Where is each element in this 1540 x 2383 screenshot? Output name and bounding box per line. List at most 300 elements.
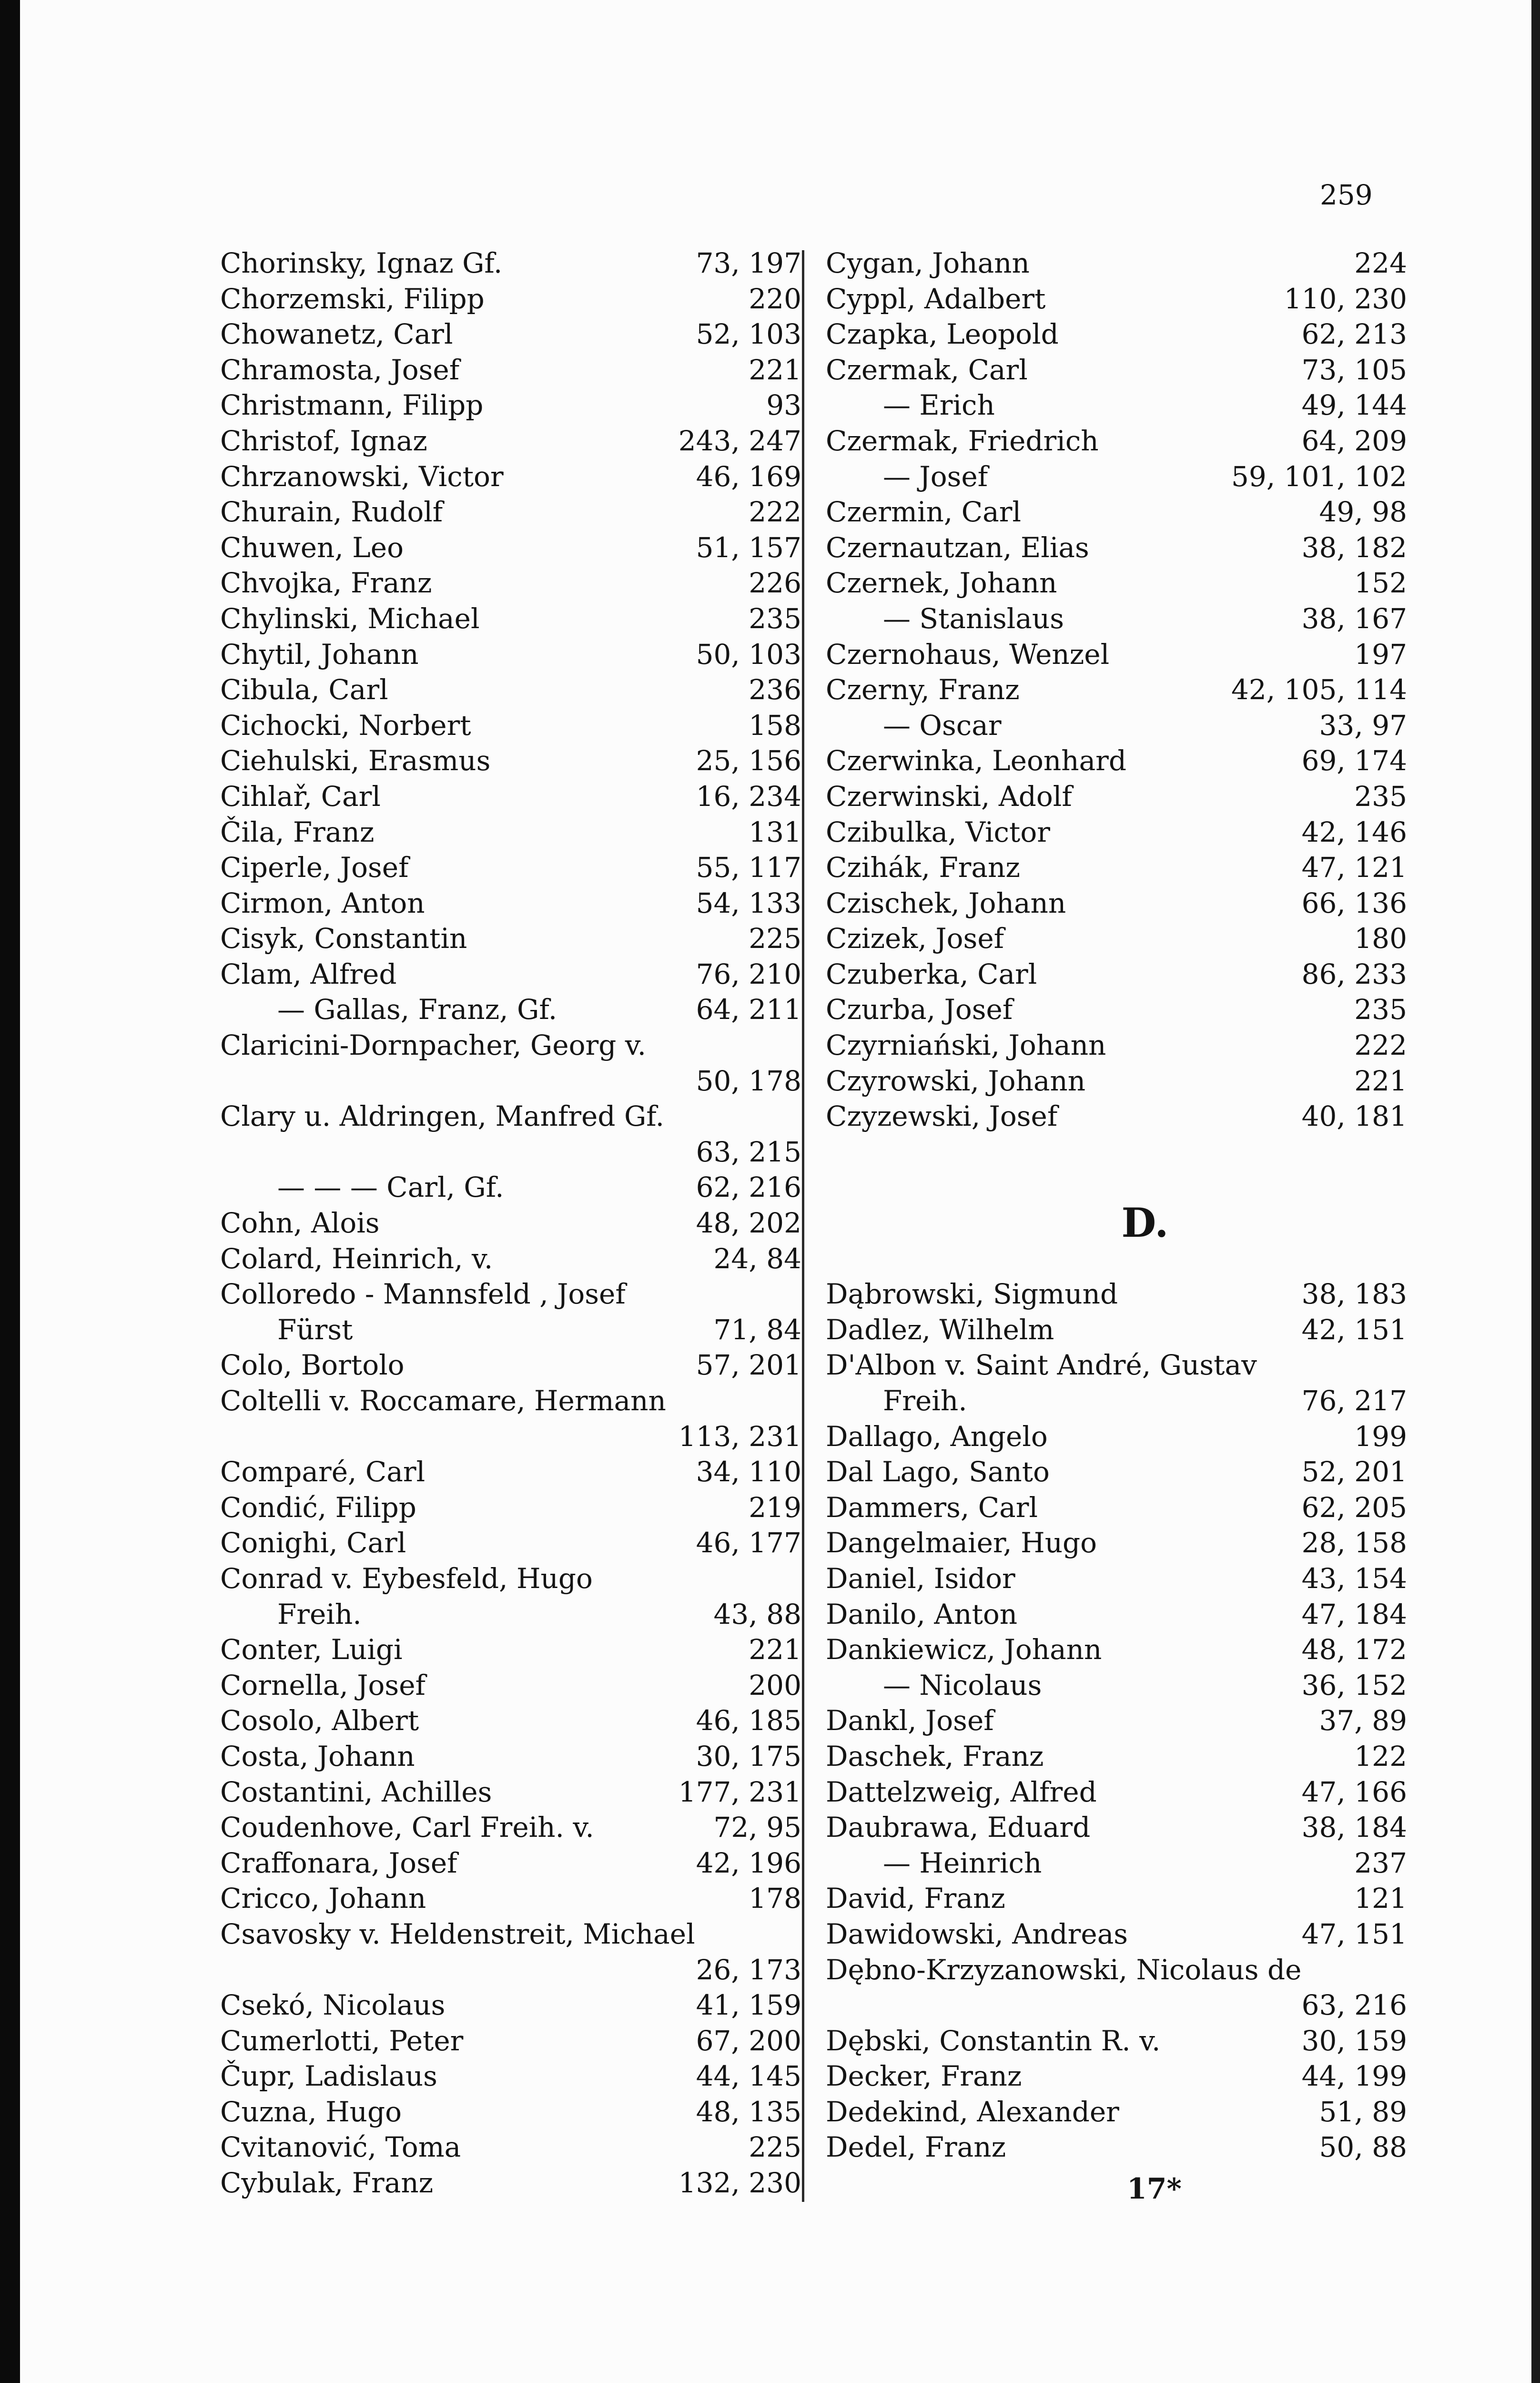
index-entry xyxy=(826,2058,1407,2094)
entry-pages: 113, 231 xyxy=(678,1420,801,1453)
index-entry xyxy=(826,1347,1407,1383)
index-entry xyxy=(220,494,801,530)
entry-pages: 62, 213 xyxy=(1301,318,1407,351)
entry-pages: 197 xyxy=(1354,638,1407,671)
index-entry xyxy=(826,1312,1407,1348)
entry-name: Costantini, Achilles xyxy=(220,1775,492,1808)
entry-name: Freih. xyxy=(883,1385,967,1417)
entry-name: Csekó, Nicolaus xyxy=(220,1989,446,2022)
entry-pages: 57, 201 xyxy=(696,1349,801,1382)
entry-name: Cygan, Johann xyxy=(826,247,1030,279)
sheet-signature: 17* xyxy=(1127,2172,1182,2206)
index-entry xyxy=(220,2058,801,2094)
page-number: 259 xyxy=(1320,179,1373,211)
entry-name: Chowanetz, Carl xyxy=(220,318,453,351)
index-entry xyxy=(220,779,801,815)
index-entry xyxy=(220,1099,801,1134)
entry-name: Čupr, Ladislaus xyxy=(220,2060,437,2093)
entry-name: Cyppl, Adalbert xyxy=(826,282,1046,315)
entry-pages: 76, 210 xyxy=(696,957,801,990)
index-entry xyxy=(826,281,1407,317)
index-entry xyxy=(220,1952,801,1988)
entry-name: Daniel, Isidor xyxy=(826,1562,1015,1595)
entry-name: — Oscar xyxy=(883,709,1002,742)
entry-pages: 46, 169 xyxy=(696,460,801,493)
index-entry xyxy=(826,423,1407,459)
index-entry xyxy=(826,957,1407,992)
entry-name: Ciperle, Josef xyxy=(220,851,409,884)
entry-name: Craffonara, Josef xyxy=(220,1846,457,1879)
section-heading-d: D. xyxy=(1121,1199,1169,1247)
index-entry xyxy=(220,2165,801,2201)
index-entry xyxy=(220,1632,801,1668)
entry-pages: 28, 158 xyxy=(1301,1527,1407,1559)
entry-pages: 235 xyxy=(749,602,801,635)
index-entry xyxy=(220,2023,801,2059)
column-divider xyxy=(802,250,804,2202)
entry-pages: 180 xyxy=(1354,922,1407,955)
entry-pages: 38, 184 xyxy=(1301,1811,1407,1844)
entry-pages: 44, 145 xyxy=(696,2060,801,2093)
index-entry xyxy=(826,601,1407,637)
index-entry xyxy=(826,743,1407,779)
index-entry xyxy=(220,2129,801,2165)
index-entry xyxy=(220,1028,801,1063)
index-entry xyxy=(220,672,801,708)
entry-name: Czyrowski, Johann xyxy=(826,1064,1086,1097)
entry-pages: 38, 182 xyxy=(1301,531,1407,564)
entry-name: Chrzanowski, Victor xyxy=(220,460,504,493)
index-entry xyxy=(220,1525,801,1561)
entry-name: Churain, Rudolf xyxy=(220,496,443,529)
index-entry xyxy=(220,1774,801,1810)
entry-pages: 42, 146 xyxy=(1301,815,1407,848)
entry-name: Chramosta, Josef xyxy=(220,353,460,386)
right-column xyxy=(826,245,1407,2165)
entry-name: Dębski, Constantin R. v. xyxy=(826,2024,1161,2057)
entry-pages: 199 xyxy=(1354,1420,1407,1453)
entry-pages: 47, 121 xyxy=(1301,851,1407,884)
entry-pages: 66, 136 xyxy=(1301,886,1407,919)
entry-name: Czyzewski, Josef xyxy=(826,1100,1058,1133)
index-entry xyxy=(220,1276,801,1312)
entry-name: Czischek, Johann xyxy=(826,886,1066,919)
scan-border-left xyxy=(0,0,20,2383)
index-entry xyxy=(220,1703,801,1739)
entry-name: Czerny, Franz xyxy=(826,673,1020,706)
index-entry xyxy=(826,1525,1407,1561)
entry-pages: 132, 230 xyxy=(678,2167,801,2200)
entry-pages: 200 xyxy=(749,1669,801,1701)
index-entry xyxy=(220,1845,801,1881)
entry-pages: 51, 157 xyxy=(696,531,801,564)
index-entry xyxy=(826,494,1407,530)
entry-name: Clary u. Aldringen, Manfred Gf. xyxy=(220,1100,665,1133)
entry-pages: 67, 200 xyxy=(696,2024,801,2057)
entry-pages: 38, 167 xyxy=(1301,602,1407,635)
index-entry xyxy=(826,387,1407,423)
index-entry xyxy=(220,1916,801,1952)
entry-pages: 86, 233 xyxy=(1301,957,1407,990)
index-entry xyxy=(826,1774,1407,1810)
entry-name: Decker, Franz xyxy=(826,2060,1022,2093)
entry-name: Czapka, Leopold xyxy=(826,318,1059,351)
entry-name: Colloredo - Mannsfeld , Josef xyxy=(220,1278,626,1311)
entry-name: David, Franz xyxy=(826,1882,1005,1915)
scan-border-right xyxy=(1531,0,1540,2383)
entry-pages: 26, 173 xyxy=(696,1953,801,1986)
entry-pages: 64, 209 xyxy=(1301,424,1407,457)
entry-pages: 178 xyxy=(749,1882,801,1915)
entry-pages: 48, 202 xyxy=(696,1207,801,1240)
entry-pages: 51, 89 xyxy=(1319,2095,1407,2128)
entry-name: Claricini-Dornpacher, Georg v. xyxy=(220,1029,647,1062)
entry-name: Czyrniański, Johann xyxy=(826,1029,1106,1062)
index-entry xyxy=(826,1597,1407,1632)
entry-pages: 63, 215 xyxy=(696,1135,801,1168)
entry-name: Cichocki, Norbert xyxy=(220,709,471,742)
index-entry xyxy=(826,565,1407,601)
entry-pages: 131 xyxy=(749,815,801,848)
entry-name: Clam, Alfred xyxy=(220,957,397,990)
entry-name: Conter, Luigi xyxy=(220,1633,403,1666)
index-entry xyxy=(826,1028,1407,1063)
index-entry xyxy=(220,1668,801,1703)
entry-name: Dedel, Franz xyxy=(826,2131,1006,2164)
entry-pages: 152 xyxy=(1354,567,1407,600)
entry-name: Czermin, Carl xyxy=(826,496,1021,529)
entry-pages: 44, 199 xyxy=(1301,2060,1407,2093)
entry-pages: 47, 184 xyxy=(1301,1598,1407,1630)
entry-pages: 222 xyxy=(749,496,801,529)
index-entry xyxy=(826,2129,1407,2165)
entry-pages: 30, 159 xyxy=(1301,2024,1407,2057)
index-entry xyxy=(826,779,1407,815)
entry-name: Dedekind, Alexander xyxy=(826,2095,1119,2128)
entry-pages: 221 xyxy=(1354,1064,1407,1097)
entry-name: Dadlez, Wilhelm xyxy=(826,1313,1054,1346)
entry-name: — Stanislaus xyxy=(883,602,1064,635)
index-entry xyxy=(826,921,1407,957)
index-entry xyxy=(826,1952,1407,1988)
entry-pages: 42, 151 xyxy=(1301,1313,1407,1346)
entry-pages: 42, 105, 114 xyxy=(1231,673,1407,706)
entry-name: Dąbrowski, Sigmund xyxy=(826,1278,1118,1311)
entry-name: Daschek, Franz xyxy=(826,1740,1044,1772)
entry-name: Costa, Johann xyxy=(220,1740,415,1772)
entry-name: Dallago, Angelo xyxy=(826,1420,1048,1453)
entry-name: Chvojka, Franz xyxy=(220,567,432,600)
index-entry xyxy=(220,601,801,637)
entry-pages: 42, 196 xyxy=(696,1846,801,1879)
index-entry xyxy=(826,1383,1407,1419)
entry-pages: 46, 185 xyxy=(696,1704,801,1737)
entry-name: — Heinrich xyxy=(883,1846,1042,1879)
index-entry xyxy=(826,1916,1407,1952)
entry-name: Czihák, Franz xyxy=(826,851,1020,884)
entry-pages: 225 xyxy=(749,2131,801,2164)
index-entry xyxy=(826,1454,1407,1490)
entry-name: Czurba, Josef xyxy=(826,993,1013,1026)
entry-name: Condić, Filipp xyxy=(220,1491,416,1524)
entry-pages: 25, 156 xyxy=(696,744,801,777)
entry-name: Cumerlotti, Peter xyxy=(220,2024,464,2057)
entry-pages: 50, 178 xyxy=(696,1064,801,1097)
index-entry xyxy=(220,1419,801,1455)
entry-pages: 225 xyxy=(749,922,801,955)
entry-pages: 62, 205 xyxy=(1301,1491,1407,1524)
entry-name: Dangelmaier, Hugo xyxy=(826,1527,1097,1559)
entry-name: Dattelzweig, Alfred xyxy=(826,1775,1097,1808)
entry-name: — Josef xyxy=(883,460,988,493)
entry-pages: 38, 183 xyxy=(1301,1278,1407,1311)
entry-name: Danilo, Anton xyxy=(826,1598,1018,1630)
entry-pages: 121 xyxy=(1354,1882,1407,1915)
entry-pages: 158 xyxy=(749,709,801,742)
entry-name: Dankl, Josef xyxy=(826,1704,994,1737)
entry-name: D'Albon v. Saint André, Gustav xyxy=(826,1349,1257,1382)
entry-pages: 34, 110 xyxy=(696,1456,801,1488)
c-entries xyxy=(826,245,1407,1134)
entry-name: Coltelli v. Roccamare, Hermann xyxy=(220,1385,666,1417)
entry-pages: 49, 98 xyxy=(1319,496,1407,529)
entry-pages: 40, 181 xyxy=(1301,1100,1407,1133)
entry-pages: 73, 105 xyxy=(1301,353,1407,386)
entry-pages: 236 xyxy=(749,673,801,706)
index-entry xyxy=(826,708,1407,743)
entry-pages: 177, 231 xyxy=(678,1775,801,1808)
index-entry xyxy=(826,886,1407,921)
entry-name: Czibulka, Victor xyxy=(826,815,1050,848)
entry-pages: 54, 133 xyxy=(696,886,801,919)
index-entry xyxy=(220,530,801,566)
index-entry xyxy=(220,1561,801,1597)
index-entry xyxy=(220,957,801,992)
index-entry xyxy=(220,459,801,495)
entry-pages: 110, 230 xyxy=(1284,282,1407,315)
entry-name: Conrad v. Eybesfeld, Hugo xyxy=(220,1562,593,1595)
entry-pages: 221 xyxy=(749,1633,801,1666)
index-entry xyxy=(826,316,1407,352)
entry-name: Cuzna, Hugo xyxy=(220,2095,402,2128)
index-entry xyxy=(220,1383,801,1419)
index-entry xyxy=(220,1881,801,1916)
index-entry xyxy=(826,1703,1407,1739)
entry-pages: 63, 216 xyxy=(1301,1989,1407,2022)
entry-pages: 48, 135 xyxy=(696,2095,801,2128)
index-entry xyxy=(220,281,801,317)
entry-pages: 237 xyxy=(1354,1846,1407,1879)
index-entry xyxy=(220,1347,801,1383)
index-entry xyxy=(220,815,801,850)
index-entry xyxy=(826,459,1407,495)
index-entry xyxy=(220,423,801,459)
entry-name: Cybulak, Franz xyxy=(220,2167,434,2200)
index-entry xyxy=(826,1739,1407,1774)
entry-pages: 221 xyxy=(749,353,801,386)
spacer xyxy=(826,1134,1407,1170)
index-entry xyxy=(220,992,801,1028)
index-entry xyxy=(220,1490,801,1526)
index-entry xyxy=(220,1454,801,1490)
index-entry xyxy=(220,316,801,352)
entry-pages: 52, 103 xyxy=(696,318,801,351)
index-entry xyxy=(826,850,1407,886)
index-entry xyxy=(220,1312,801,1348)
entry-pages: 43, 154 xyxy=(1301,1562,1407,1595)
entry-name: Ciehulski, Erasmus xyxy=(220,744,491,777)
entry-name: Conighi, Carl xyxy=(220,1527,406,1559)
index-entry xyxy=(220,245,801,281)
left-column xyxy=(220,245,801,2201)
entry-name: Cosolo, Albert xyxy=(220,1704,419,1737)
index-entry xyxy=(220,1205,801,1241)
d-entries xyxy=(826,1276,1407,2165)
index-entry xyxy=(220,1739,801,1774)
index-entry xyxy=(826,1987,1407,2023)
entry-name: — — — Carl, Gf. xyxy=(277,1171,504,1204)
entry-pages: 69, 174 xyxy=(1301,744,1407,777)
entry-pages: 76, 217 xyxy=(1301,1385,1407,1417)
index-entry xyxy=(826,1632,1407,1668)
entry-name: Csavosky v. Heldenstreit, Michael xyxy=(220,1917,695,1950)
entry-name: Czermak, Carl xyxy=(826,353,1028,386)
entry-name: Christof, Ignaz xyxy=(220,424,427,457)
entry-pages: 93 xyxy=(766,389,801,422)
index-entry xyxy=(826,637,1407,672)
index-entry xyxy=(826,992,1407,1028)
entry-name: Colo, Bortolo xyxy=(220,1349,405,1382)
entry-pages: 71, 84 xyxy=(713,1313,801,1346)
entry-pages: 36, 152 xyxy=(1301,1669,1407,1701)
entry-name: Coudenhove, Carl Freih. v. xyxy=(220,1811,594,1844)
entry-pages: 50, 103 xyxy=(696,638,801,671)
entry-name: Cibula, Carl xyxy=(220,673,388,706)
entry-pages: 41, 159 xyxy=(696,1989,801,2022)
index-entry xyxy=(826,815,1407,850)
entry-pages: 220 xyxy=(749,282,801,315)
index-entry xyxy=(826,1099,1407,1134)
entry-name: Chorzemski, Filipp xyxy=(220,282,485,315)
index-entry xyxy=(220,352,801,388)
entry-name: Cirmon, Anton xyxy=(220,886,425,919)
entry-name: Czermak, Friedrich xyxy=(826,424,1099,457)
entry-name: Cvitanović, Toma xyxy=(220,2131,461,2164)
index-entry xyxy=(826,1063,1407,1099)
entry-pages: 73, 197 xyxy=(696,247,801,279)
index-entry xyxy=(826,245,1407,281)
entry-pages: 243, 247 xyxy=(678,424,801,457)
index-entry xyxy=(826,530,1407,566)
entry-name: Czuberka, Carl xyxy=(826,957,1037,990)
entry-pages: 55, 117 xyxy=(696,851,801,884)
entry-pages: 24, 84 xyxy=(713,1242,801,1275)
entry-pages: 37, 89 xyxy=(1319,1704,1407,1737)
entry-name: Cohn, Alois xyxy=(220,1207,380,1240)
entry-name: Chylinski, Michael xyxy=(220,602,480,635)
entry-name: Dawidowski, Andreas xyxy=(826,1917,1128,1950)
index-entry xyxy=(220,565,801,601)
entry-name: Chuwen, Leo xyxy=(220,531,404,564)
index-entry xyxy=(220,1810,801,1845)
entry-name: Dębno-Krzyzanowski, Nicolaus de xyxy=(826,1953,1302,1986)
entry-pages: 50, 88 xyxy=(1319,2131,1407,2164)
entry-pages: 235 xyxy=(1354,780,1407,813)
entry-pages: 64, 211 xyxy=(696,993,801,1026)
entry-name: Christmann, Filipp xyxy=(220,389,484,422)
entry-pages: 16, 234 xyxy=(696,780,801,813)
entry-pages: 226 xyxy=(749,567,801,600)
entry-name: Chytil, Johann xyxy=(220,638,419,671)
index-entry xyxy=(220,708,801,743)
entry-pages: 59, 101, 102 xyxy=(1231,460,1407,493)
entry-name: Dammers, Carl xyxy=(826,1491,1038,1524)
index-entry xyxy=(220,1170,801,1205)
entry-name: Czerwinka, Leonhard xyxy=(826,744,1127,777)
entry-pages: 52, 201 xyxy=(1301,1456,1407,1488)
entry-name: Czerwinski, Adolf xyxy=(826,780,1072,813)
entry-pages: 30, 175 xyxy=(696,1740,801,1772)
entry-name: Cricco, Johann xyxy=(220,1882,426,1915)
entry-name: Dal Lago, Santo xyxy=(826,1456,1050,1488)
entry-name: Czernohaus, Wenzel xyxy=(826,638,1110,671)
entry-name: Freih. xyxy=(277,1598,362,1630)
entry-name: Czizek, Josef xyxy=(826,922,1004,955)
entry-name: Cisyk, Constantin xyxy=(220,922,467,955)
index-entry xyxy=(220,886,801,921)
index-entry xyxy=(826,1845,1407,1881)
index-entry xyxy=(826,2023,1407,2059)
entry-pages: 47, 151 xyxy=(1301,1917,1407,1950)
entry-pages: 224 xyxy=(1354,247,1407,279)
entry-pages: 72, 95 xyxy=(713,1811,801,1844)
index-entry xyxy=(220,743,801,779)
entry-name: — Nicolaus xyxy=(883,1669,1042,1701)
entry-name: Colard, Heinrich, v. xyxy=(220,1242,493,1275)
index-entry xyxy=(826,1881,1407,1916)
entry-name: — Erich xyxy=(883,389,995,422)
index-entry xyxy=(220,1597,801,1632)
index-entry xyxy=(220,850,801,886)
entry-pages: 48, 172 xyxy=(1301,1633,1407,1666)
index-entry xyxy=(220,1241,801,1277)
index-entry xyxy=(826,1276,1407,1312)
index-entry xyxy=(826,1490,1407,1526)
entry-name: Chorinsky, Ignaz Gf. xyxy=(220,247,503,279)
entry-pages: 49, 144 xyxy=(1301,389,1407,422)
index-entry xyxy=(220,1987,801,2023)
entry-pages: 47, 166 xyxy=(1301,1775,1407,1808)
entry-name: Daubrawa, Eduard xyxy=(826,1811,1091,1844)
entry-pages: 222 xyxy=(1354,1029,1407,1062)
entry-pages: 43, 88 xyxy=(713,1598,801,1630)
entry-name: Dankiewicz, Johann xyxy=(826,1633,1102,1666)
index-entry xyxy=(826,672,1407,708)
index-entry xyxy=(220,2094,801,2130)
entry-pages: 219 xyxy=(749,1491,801,1524)
entry-pages: 33, 97 xyxy=(1319,709,1407,742)
index-entry xyxy=(826,1419,1407,1455)
entry-pages: 46, 177 xyxy=(696,1527,801,1559)
entry-pages: 235 xyxy=(1354,993,1407,1026)
index-entry xyxy=(826,1561,1407,1597)
entry-pages: 122 xyxy=(1354,1740,1407,1772)
entry-pages: 62, 216 xyxy=(696,1171,801,1204)
index-entry xyxy=(220,921,801,957)
index-entry xyxy=(220,637,801,672)
entry-name: Comparé, Carl xyxy=(220,1456,426,1488)
entry-name: Cihlař, Carl xyxy=(220,780,381,813)
